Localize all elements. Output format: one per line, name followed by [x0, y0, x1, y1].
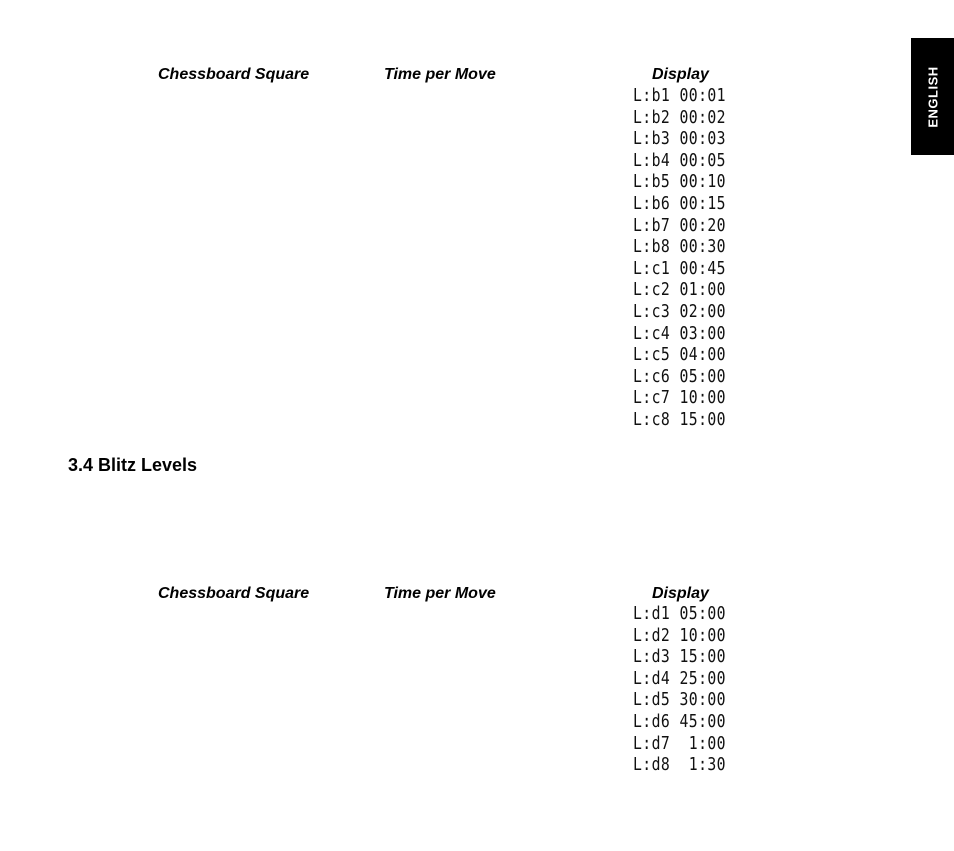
lcd-display-row: L:d7 1:00: [633, 732, 726, 754]
top-header-display: Display: [652, 66, 709, 83]
lcd-display-row: L:c4 03:00: [633, 322, 726, 344]
lcd-display-row: L:d3 15:00: [633, 646, 726, 668]
bottom-header-display: Display: [652, 585, 709, 602]
top-header-time-per-move: Time per Move: [384, 66, 496, 83]
section-title: 3.4 Blitz Levels: [68, 455, 198, 475]
lcd-display-row: L:c1 00:45: [633, 257, 726, 279]
lcd-display-row: L:c7 10:00: [633, 387, 726, 409]
lcd-display-row: L:c8 15:00: [633, 408, 726, 430]
top-display-list: [633, 85, 746, 431]
bottom-display-list: [633, 603, 746, 776]
lcd-display-row: L:b3 00:03: [633, 128, 726, 150]
language-tab-label: ENGLISH: [925, 65, 940, 128]
lcd-display-row: L:b4 00:05: [633, 149, 726, 171]
lcd-display-row: L:d5 30:00: [633, 689, 726, 711]
lcd-display-row: L:c2 01:00: [633, 279, 726, 301]
lcd-display-row: L:d2 10:00: [633, 624, 726, 646]
lcd-display-row: L:d8 1:30: [633, 754, 726, 776]
lcd-display-row: L:b6 00:15: [633, 192, 726, 214]
top-header-chessboard-square: Chessboard Square: [158, 66, 310, 83]
lcd-display-row: L:d4 25:00: [633, 667, 726, 689]
lcd-display-row: L:b2 00:02: [633, 106, 726, 128]
lcd-display-row: L:d1 05:00: [633, 603, 726, 624]
lcd-display-row: L:c5 04:00: [633, 344, 726, 366]
lcd-display-row: L:b1 00:01: [633, 85, 726, 106]
bottom-header-time-per-move: Time per Move: [384, 585, 496, 602]
lcd-display-row: L:b7 00:20: [633, 214, 726, 236]
lcd-display-row: L:b8 00:30: [633, 236, 726, 258]
bottom-header-chessboard-square: Chessboard Square: [158, 585, 310, 602]
lcd-display-row: L:c3 02:00: [633, 300, 726, 322]
lcd-display-row: L:b5 00:10: [633, 171, 726, 193]
lcd-display-row: L:c6 05:00: [633, 365, 726, 387]
lcd-display-row: L:d6 45:00: [633, 710, 726, 732]
language-tab: [911, 38, 954, 155]
